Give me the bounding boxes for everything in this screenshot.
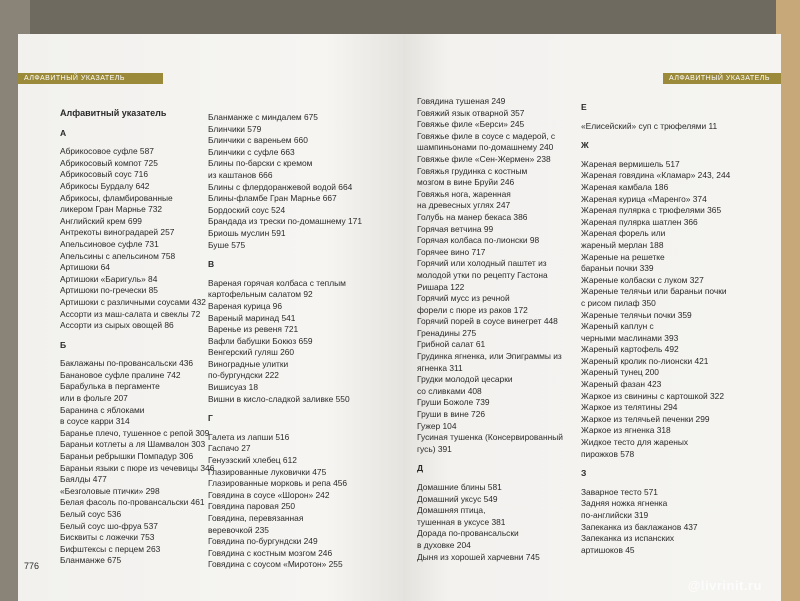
index-entry: Бараньи языки с пюре из чечевицы 346 — [60, 462, 215, 473]
index-entry: Горячий порей в соусе винегрет 448 — [417, 316, 558, 327]
index-entry: Жареная пулярка с трюфелями 365 — [581, 205, 722, 216]
index-entry: Барабулька в пергаменте — [60, 381, 160, 392]
index-entry: Абрикосы Бурдалу 642 — [60, 180, 150, 191]
left-column-2 — [208, 112, 362, 571]
index-entry: Говяжья нога, жаренная — [417, 188, 511, 199]
index-entry: Говяжье филе «Берси» 245 — [417, 119, 525, 130]
index-entry: Задняя ножка ягненка — [581, 498, 668, 509]
index-entry: Горячий мусс из речной — [417, 293, 510, 304]
index-entry: Вареная курица 96 — [208, 300, 282, 311]
index-letter-heading: Б — [60, 339, 67, 350]
index-entry: Говядина, перевязанная — [208, 513, 304, 523]
index-entry: или в фольге 207 — [60, 393, 128, 404]
index-entry: Говядина в соусе «Шорон» 242 — [208, 489, 330, 500]
index-entry: Венгерский гуляш 260 — [208, 347, 295, 358]
index-entry: Жаркое из свинины с картошкой 322 — [581, 390, 724, 401]
page-number: 776 — [24, 561, 40, 571]
index-letter-heading: В — [208, 259, 215, 270]
index-entry: Галета из лапши 516 — [208, 431, 290, 442]
index-entry: Блины с флердоранжевой водой 664 — [208, 181, 353, 192]
index-entry: Жареная вермишель 517 — [581, 158, 680, 169]
right-page — [403, 34, 781, 601]
index-entry: Домашняя птица, — [417, 505, 486, 516]
index-entry: Заварное тесто 571 — [581, 486, 658, 497]
index-entry: Буше 575 — [208, 239, 246, 250]
index-entry: Бланманже 675 — [60, 555, 122, 566]
index-entry: Жареные колбаски с луком 327 — [581, 274, 704, 285]
index-entry: Артишоки по-гречески 85 — [60, 285, 158, 296]
index-entry: Жареный тунец 200 — [581, 367, 659, 378]
index-entry: Жареный картофель 492 — [581, 344, 679, 355]
watermark: @livrinit.ru — [687, 578, 762, 593]
index-entry: Баранье плечо, тушенное с репой 309 — [60, 427, 210, 438]
index-entry: Гужер 104 — [417, 420, 457, 431]
index-entry: Артишоки «Баригуль» 84 — [60, 273, 158, 284]
index-entry: тушенная в уксусе 381 — [417, 516, 506, 527]
index-entry: черными маслинами 393 — [581, 332, 679, 343]
index-entry: Гусиная тушенка (Консервированный — [417, 432, 563, 443]
index-entry: Жидкое тесто для жареных — [581, 437, 689, 448]
index-entry: Говядина с соусом «Миротон» 255 — [208, 559, 343, 570]
index-entry: бараньи почки 339 — [581, 263, 654, 274]
index-entry: Дыня из хорошей харчевни 745 — [417, 551, 540, 562]
index-entry: Абрикосовый соус 716 — [60, 169, 148, 180]
index-entry: гусь) 391 — [417, 443, 452, 454]
index-entry: Бордоский соус 524 — [208, 204, 286, 215]
index-entry: Бараньи котлеты а ля Шамвалон 303 — [60, 439, 206, 450]
index-entry: Жареная пулярка шатлен 366 — [581, 216, 698, 227]
index-entry: Жареные телячьи или бараньи почки — [581, 286, 727, 297]
index-entry: Виноградные улитки — [208, 358, 289, 369]
index-entry: картофельным салатом 92 — [208, 289, 313, 300]
index-entry: Груши в вине 726 — [417, 409, 486, 420]
left-page — [18, 34, 403, 601]
index-entry: Бисквиты с ложечки 753 — [60, 532, 155, 543]
index-entry: Блины-фламбе Гран Марнье 667 — [208, 193, 337, 204]
index-entry: Жареная говядина «Кламар» 243, 244 — [581, 170, 731, 181]
index-entry: ликером Гран Марнье 732 — [60, 204, 163, 215]
index-entry: шампиньонами по-домашнему 240 — [417, 142, 554, 153]
index-entry: Гренадины 275 — [417, 327, 477, 338]
index-entry: по-английски 319 — [581, 510, 649, 520]
index-entry: Глазированные луковички 475 — [208, 466, 327, 477]
index-entry: Блинчики с суфле 663 — [208, 146, 295, 157]
index-entry: Белая фасоль по-провансальски 461 — [60, 497, 205, 508]
index-entry: Вишисуаз 18 — [208, 382, 258, 393]
index-entry: ягненка 311 — [417, 362, 463, 373]
index-entry: Ассорти из сырых овощей 86 — [60, 320, 174, 331]
index-entry: Блинчики с вареньем 660 — [208, 135, 308, 146]
index-entry: с рисом пилаф 350 — [581, 297, 656, 308]
index-entry: Апельсиновое суфле 731 — [60, 238, 159, 249]
index-entry: Абрикосовый компот 725 — [60, 157, 158, 168]
index-entry: в соусе карри 314 — [60, 416, 130, 427]
index-entry: Белый соус шо-фруа 537 — [60, 520, 158, 531]
index-entry: Английский крем 699 — [60, 215, 142, 226]
index-entry: Брандада из трески по-домашнему 171 — [208, 216, 362, 227]
index-entry: Говядина тушеная 249 — [417, 96, 506, 106]
index-entry: мозгом в вине Бруйи 246 — [417, 177, 515, 188]
index-entry: Грудки молодой цесарки — [417, 374, 513, 385]
index-letter-heading: Д — [417, 463, 424, 474]
right-column-1 — [417, 96, 563, 563]
index-entry: Жаркое из телятины 294 — [581, 402, 678, 413]
index-entry: форели с пюре из раков 172 — [417, 304, 528, 315]
index-entry: Банановое суфле пралине 742 — [60, 369, 181, 380]
index-entry: Блинчики 579 — [208, 123, 262, 134]
index-letter-heading: А — [60, 127, 67, 138]
index-entry: Артишоки с различными соусами 432 — [60, 296, 206, 307]
index-entry: артишоков 45 — [581, 544, 635, 555]
index-entry: Баялды 477 — [60, 474, 107, 485]
index-entry: Жареная форель или — [581, 228, 666, 239]
index-entry: Голубь на манер бекаса 386 — [417, 211, 528, 222]
index-entry: Горячая ветчина 99 — [417, 223, 494, 234]
index-entry: Глазированные морковь и репа 456 — [208, 478, 348, 489]
index-entry: Генуэзский хлебец 612 — [208, 455, 297, 466]
index-entry: Апельсины с апельсином 758 — [60, 250, 176, 261]
index-entry: Жареный каплун с — [581, 321, 654, 332]
section-header-right: АЛФАВИТНЫЙ УКАЗАТЕЛЬ — [663, 73, 781, 84]
index-entry: Артишоки 64 — [60, 262, 110, 273]
index-entry: по-бургундски 222 — [208, 370, 279, 381]
index-entry: Говядина по-бургундски 249 — [208, 536, 318, 547]
index-entry: Вафли бабушки Бокюз 659 — [208, 335, 313, 346]
index-entry: Дорада по-провансальски — [417, 528, 519, 539]
index-entry: на древесных углях 247 — [417, 200, 511, 211]
index-entry: Абрикосы, фламбированные — [60, 192, 173, 203]
index-entry: Говядина с костным мозгом 246 — [208, 547, 333, 558]
index-title: Алфавитный указатель — [60, 108, 167, 118]
section-header-left: АЛФАВИТНЫЙ УКАЗАТЕЛЬ — [18, 73, 163, 84]
index-entry: Жареный кролик по-лионски 421 — [581, 355, 709, 366]
index-letter-heading: Ж — [581, 140, 589, 151]
index-entry: Горячее вино 717 — [417, 246, 486, 257]
index-entry: «Елисейский» суп с трюфелями 11 — [581, 120, 718, 131]
index-entry: Блины по-барски с кремом — [208, 158, 313, 169]
index-entry: из каштанов 666 — [208, 169, 273, 180]
left-page-index — [60, 108, 214, 567]
index-entry: Белый соус 536 — [60, 509, 122, 519]
index-entry: Запеканка из испанских — [581, 533, 675, 544]
index-entry: Жаркое из ягненка 318 — [581, 425, 671, 436]
index-entry: Говяжья грудинка с костным — [417, 165, 528, 176]
index-entry: пирожков 578 — [581, 448, 635, 459]
index-entry: Запеканка из баклажанов 437 — [581, 521, 698, 532]
index-entry: Жареные на решетке — [581, 251, 665, 262]
index-entry: Баранина с яблоками — [60, 404, 145, 415]
index-letter-heading: Е — [581, 102, 587, 112]
index-entry: Жареный фазан 423 — [581, 379, 662, 390]
index-entry: Грибной салат 61 — [417, 339, 486, 350]
index-entry: Ришара 122 — [417, 281, 465, 292]
index-entry: Баклажаны по-провансальски 436 — [60, 358, 194, 369]
index-entry: «Безголовые птички» 298 — [60, 485, 160, 496]
index-entry: Бланманже с миндалем 675 — [208, 112, 318, 122]
index-entry: Горячая колбаса по-лионски 98 — [417, 235, 540, 246]
left-column-1 — [60, 128, 214, 567]
right-column-2 — [581, 94, 730, 556]
index-entry: Варенье из ревеня 721 — [208, 324, 299, 335]
index-entry: Говядина паровая 250 — [208, 501, 296, 512]
index-entry: Жаркое из телячьей печенки 299 — [581, 413, 710, 424]
index-entry: Домашние блины 581 — [417, 482, 502, 492]
index-letter-heading: З — [581, 468, 587, 479]
index-entry: Вареная горячая колбаса с теплым — [208, 277, 346, 288]
index-entry: в духовке 204 — [417, 539, 471, 550]
index-entry: Горячий или холодный паштет из — [417, 258, 547, 269]
index-entry: веревочкой 235 — [208, 524, 269, 535]
index-entry: Домашний уксус 549 — [417, 493, 498, 504]
index-entry: жареный мерлан 188 — [581, 239, 664, 250]
index-entry: Груши Божоле 739 — [417, 397, 490, 408]
index-entry: Антрекоты виноградарей 257 — [60, 227, 175, 238]
index-entry: Гаспачо 27 — [208, 443, 251, 454]
index-entry: молодой утки по рецепту Гастона — [417, 269, 548, 280]
index-entry: Вишни в кисло-сладкой заливке 550 — [208, 393, 350, 404]
index-entry: Бараньи ребрышки Помпадур 306 — [60, 451, 194, 462]
index-entry: Ассорти из маш-салата и свеклы 72 — [60, 308, 201, 319]
index-entry: Говяжий язык отварной 357 — [417, 107, 525, 118]
index-entry: Грудинка ягненка, или Эпиграммы из — [417, 351, 562, 362]
index-entry: Бифштексы с перцем 263 — [60, 543, 161, 554]
index-entry: Жареная камбала 186 — [581, 181, 669, 192]
index-entry: Жареная курица «Маренго» 374 — [581, 193, 707, 204]
index-entry: Бриошь муслин 591 — [208, 227, 286, 238]
index-entry: Говяжье филе «Сен-Жермен» 238 — [417, 153, 551, 164]
index-entry: Вареный маринад 541 — [208, 312, 296, 323]
index-entry: Абрикосовое суфле 587 — [60, 146, 154, 157]
index-entry: Жареные телячьи почки 359 — [581, 309, 692, 320]
index-entry: Говяжье филе в соусе с мадерой, с — [417, 130, 556, 141]
index-letter-heading: Г — [208, 413, 213, 424]
index-entry: со сливками 408 — [417, 385, 482, 396]
